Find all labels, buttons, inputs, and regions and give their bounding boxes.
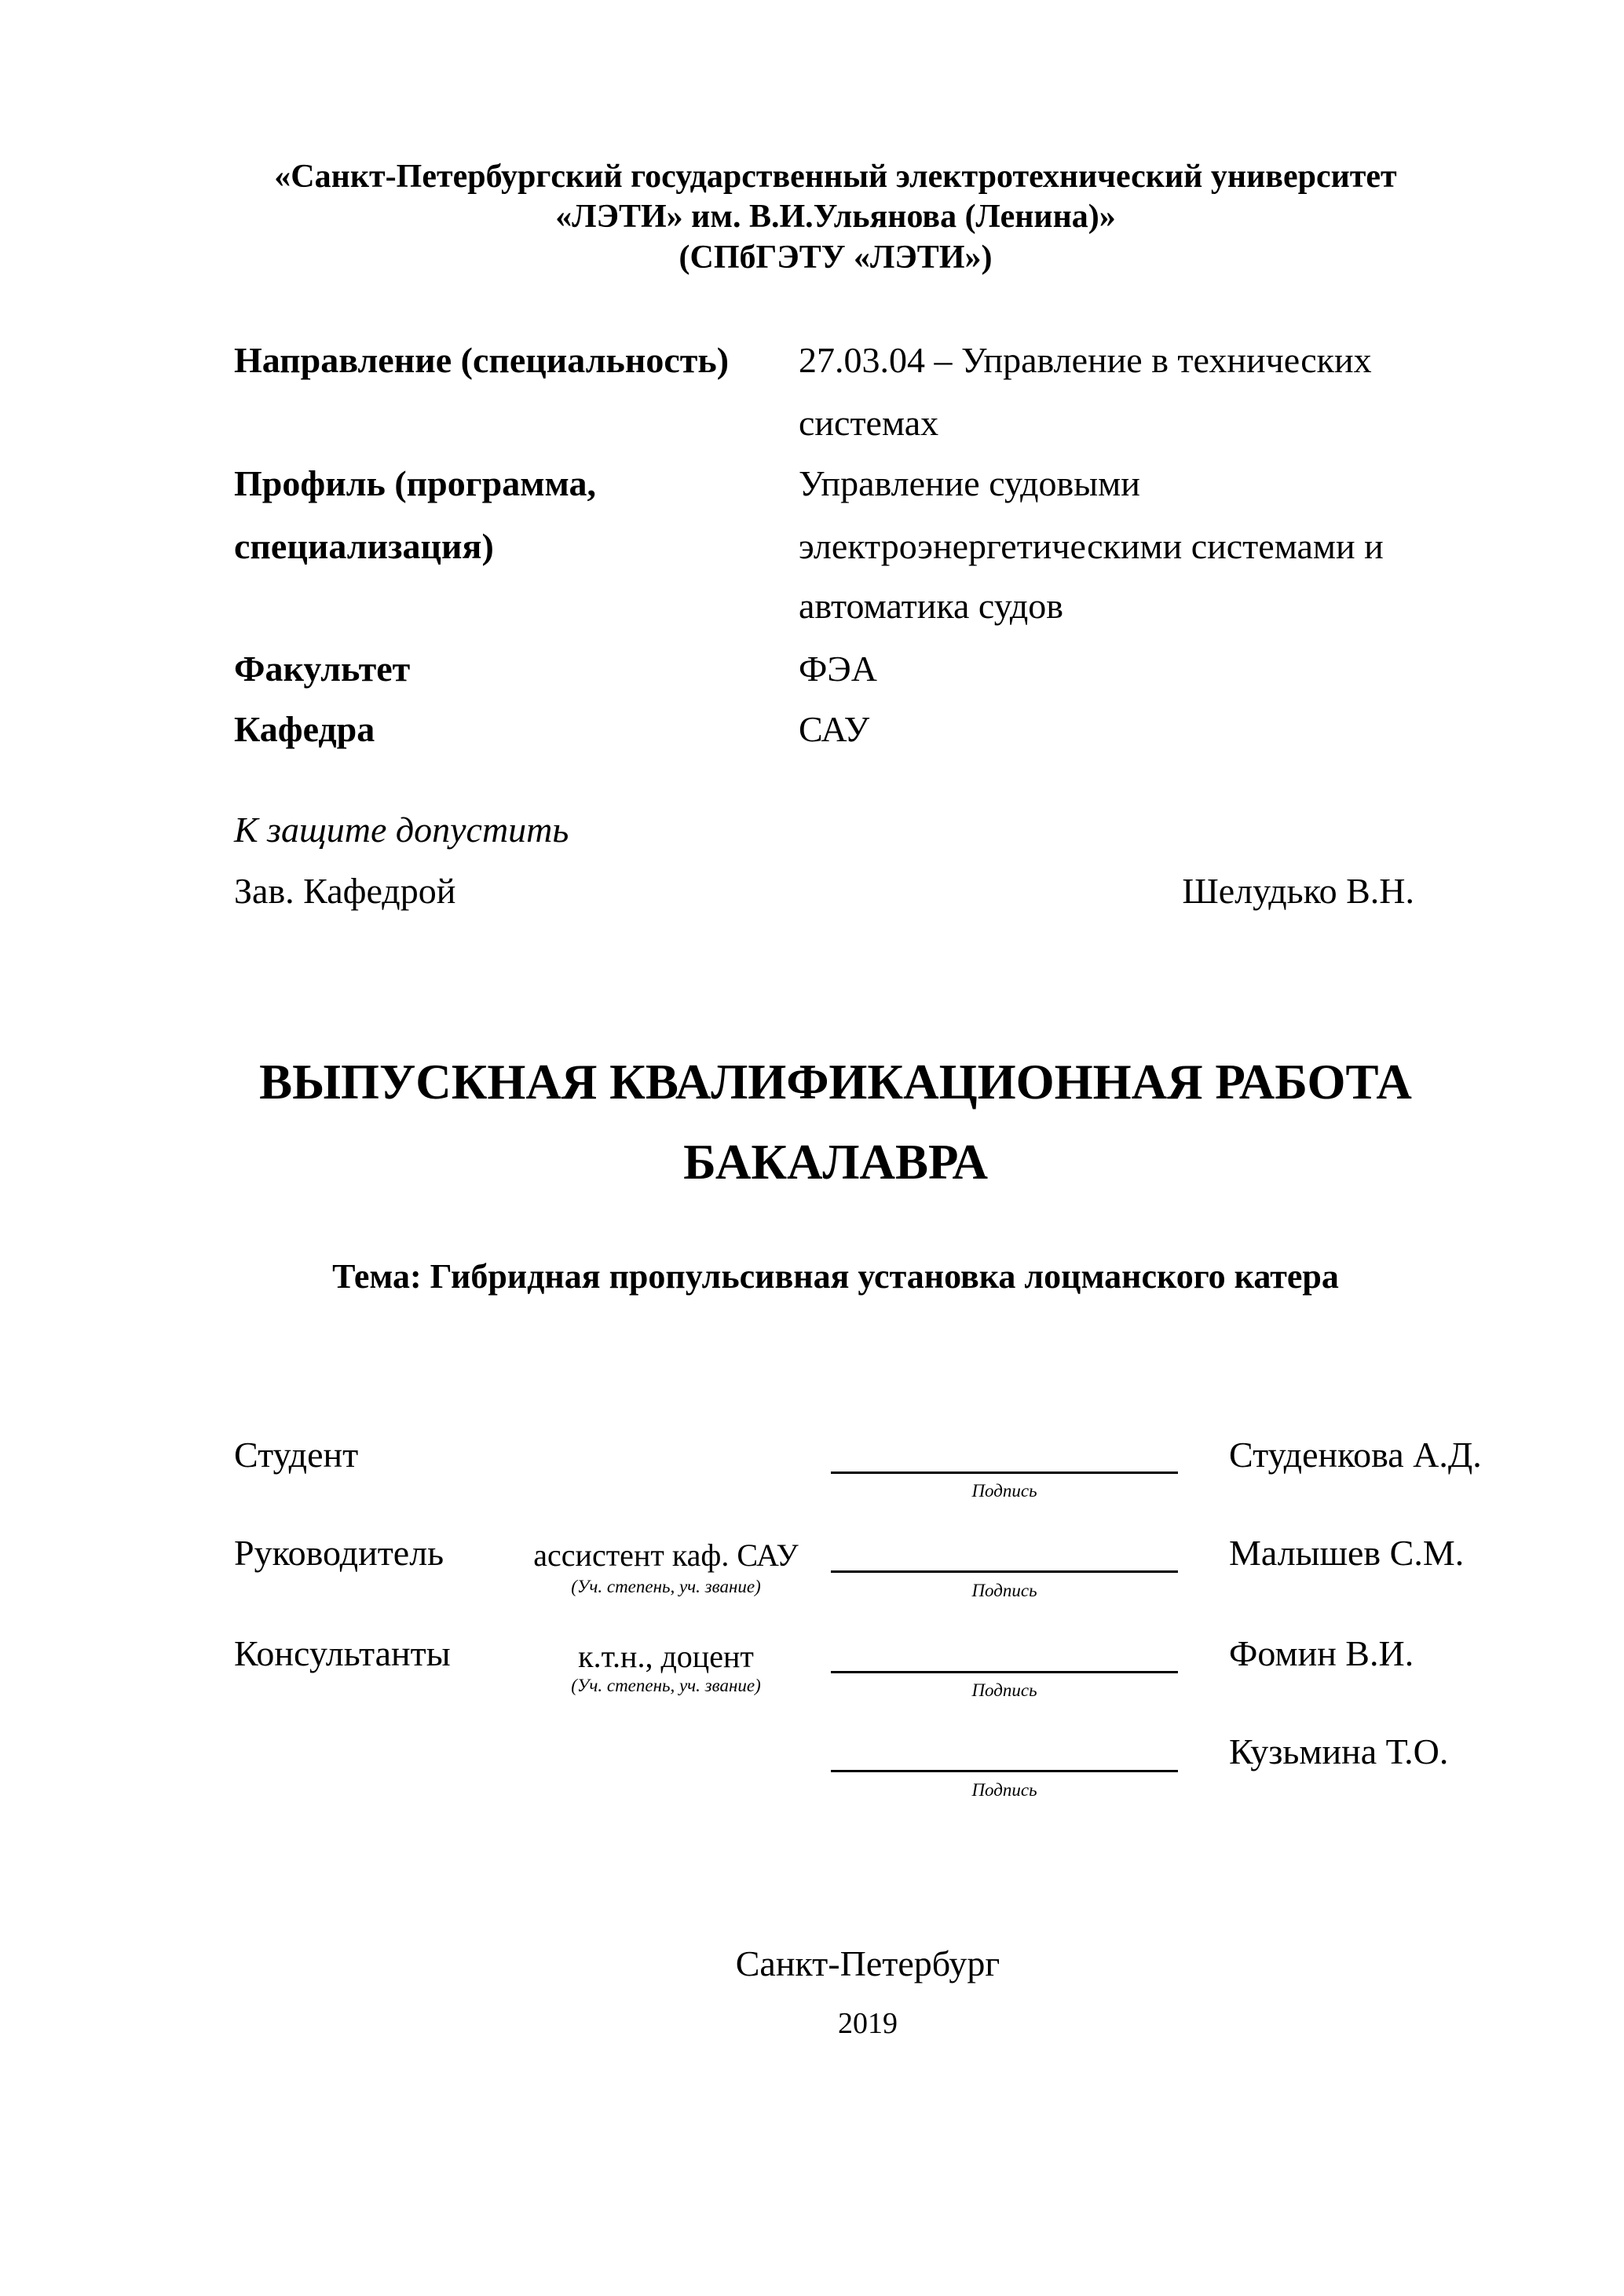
year: 2019	[838, 2007, 898, 2040]
document-title-line2: БАКАЛАВРА	[683, 1135, 988, 1190]
head-of-department-name: Шелудько В.Н.	[1182, 871, 1414, 911]
supervisor-name: Малышев С.М.	[1229, 1533, 1465, 1573]
consultant2-name: Кузьмина Т.О.	[1229, 1731, 1449, 1771]
supervisor-signature-line	[831, 1570, 1178, 1573]
direction-label: Направление (специальность)	[234, 340, 730, 380]
consultants-label: Консультанты	[234, 1633, 451, 1673]
student-signature-line	[831, 1472, 1178, 1474]
consultant1-signature-line	[831, 1671, 1178, 1673]
profile-label-1: Профиль (программа,	[234, 463, 597, 503]
student-label: Студент	[234, 1435, 359, 1475]
profile-value-1: Управление судовыми	[799, 463, 1140, 503]
city: Санкт-Петербург	[735, 1943, 1000, 1983]
supervisor-label: Руководитель	[234, 1533, 444, 1573]
direction-value-2: системах	[799, 403, 939, 443]
faculty-label: Факультет	[234, 649, 411, 689]
consultant1-rank-caption: (Уч. степень, уч. звание)	[571, 1676, 761, 1695]
supervisor-rank: ассистент каф. САУ	[533, 1537, 799, 1573]
consultant1-signature-caption: Подпись	[971, 1680, 1037, 1700]
profile-value-3: автоматика судов	[799, 586, 1063, 626]
consultant2-signature-line	[831, 1770, 1178, 1772]
profile-value-2: электроэнергетическими системами и	[799, 526, 1384, 566]
university-name-line2: «ЛЭТИ» им. В.И.Ульянова (Ленина)»	[555, 199, 1116, 235]
student-signature-caption: Подпись	[971, 1481, 1037, 1501]
university-name-line1: «Санкт-Петербургский государственный электротехнический университет	[274, 159, 1397, 195]
profile-label-2: специализация)	[234, 526, 494, 566]
consultant1-name: Фомин В.И.	[1229, 1633, 1414, 1673]
document-title-line1: ВЫПУСКНАЯ КВАЛИФИКАЦИОННАЯ РАБОТА	[259, 1055, 1412, 1110]
department-value: САУ	[799, 709, 870, 749]
supervisor-signature-caption: Подпись	[971, 1581, 1037, 1600]
student-name: Студенкова А.Д.	[1229, 1435, 1482, 1475]
direction-value-1: 27.03.04 – Управление в технических	[799, 340, 1372, 380]
consultant1-rank: к.т.н., доцент	[578, 1639, 754, 1674]
head-of-department-label: Зав. Кафедрой	[234, 871, 456, 911]
faculty-value: ФЭА	[799, 649, 877, 689]
thesis-theme: Тема: Гибридная пропульсивная установка лоцманского катера	[332, 1257, 1339, 1296]
university-abbreviation: (СПбГЭТУ «ЛЭТИ»)	[678, 239, 993, 276]
supervisor-rank-caption: (Уч. степень, уч. звание)	[571, 1577, 761, 1596]
admit-to-defense: К защите допустить	[234, 810, 569, 850]
department-label: Кафедра	[234, 709, 375, 749]
consultant2-signature-caption: Подпись	[971, 1780, 1037, 1800]
